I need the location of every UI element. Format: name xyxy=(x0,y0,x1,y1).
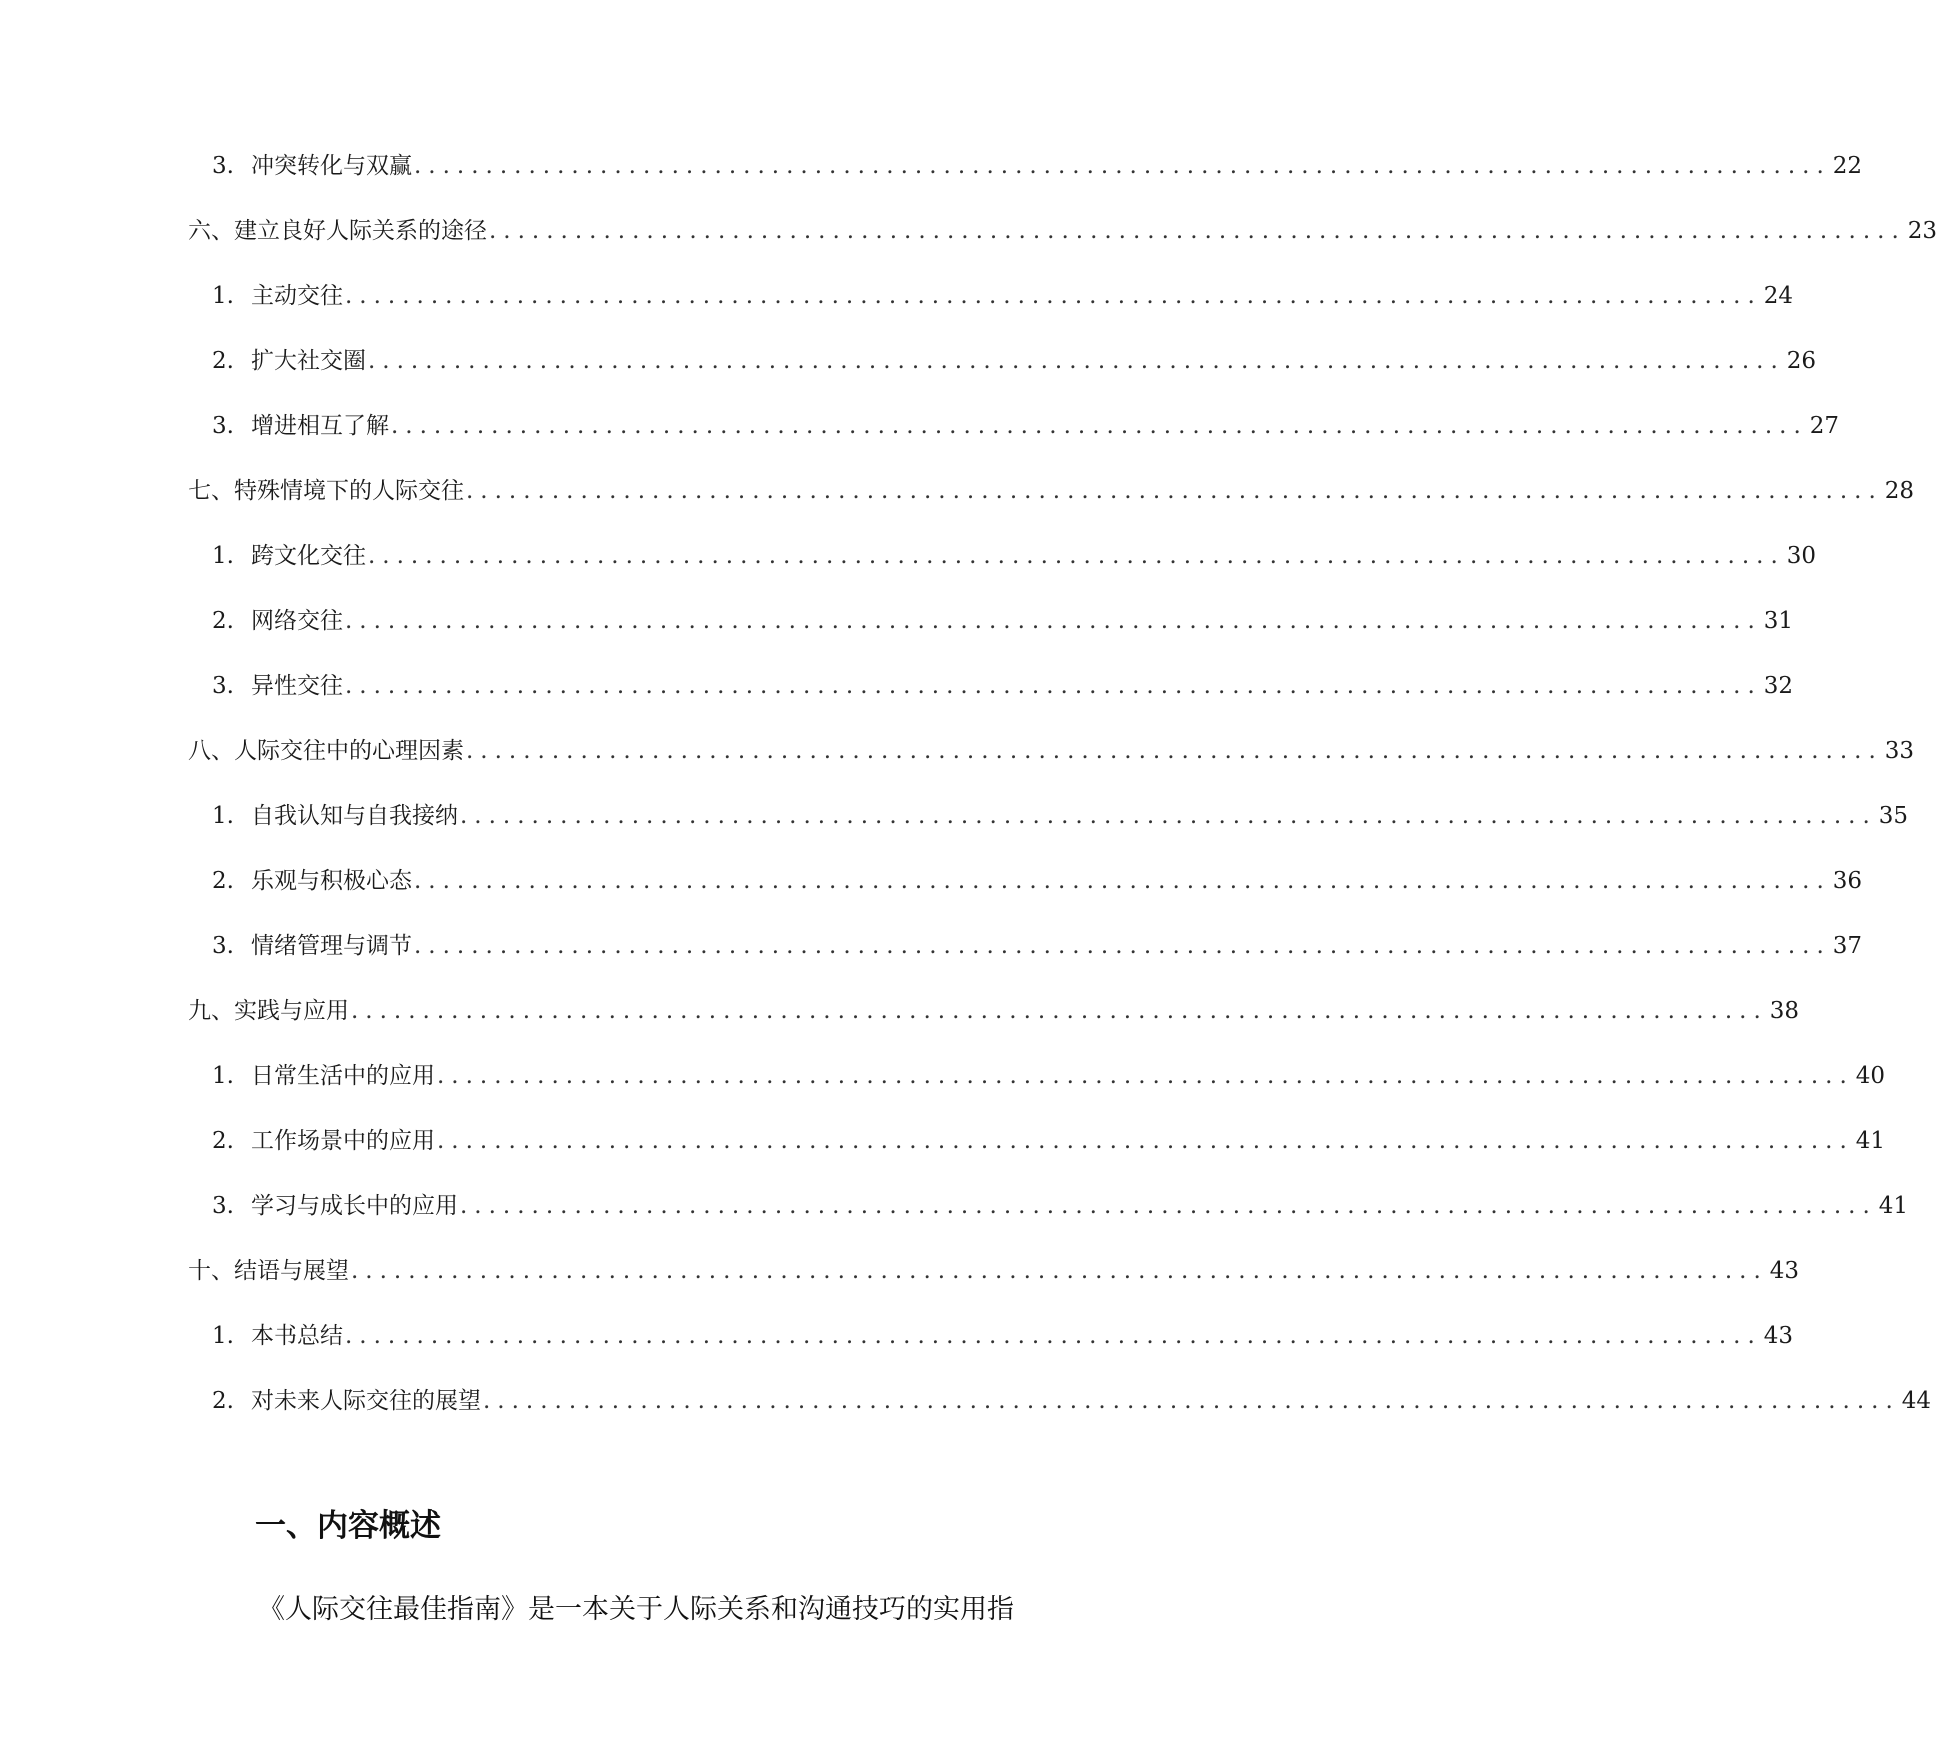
toc-entry-number: 3. xyxy=(212,933,234,959)
body-paragraph: 《人际交往最佳指南》是一本关于人际关系和沟通技巧的实用指 xyxy=(258,1594,1014,1625)
toc-page-number: 30 xyxy=(1786,543,1817,569)
toc-entry-number: 3. xyxy=(212,153,234,179)
toc-entry-number: 2. xyxy=(212,868,234,894)
toc-entry-title: 自我认知与自我接纳 xyxy=(251,803,458,829)
toc-dot-leader: ................................................................................................... xyxy=(489,218,1906,244)
toc-entry-number: 1. xyxy=(212,1063,234,1089)
toc-page-number: 43 xyxy=(1763,1323,1794,1349)
toc-chapter-entry[interactable] xyxy=(188,993,1800,1029)
toc-dot-leader: ................................................................................................... xyxy=(345,1323,1762,1349)
toc-entry-title: 主动交往 xyxy=(251,283,343,309)
toc-entry-title: 工作场景中的应用 xyxy=(251,1128,435,1154)
toc-dot-leader: ................................................................................................... xyxy=(345,673,1762,699)
toc-chapter-entry[interactable] xyxy=(188,473,1915,509)
toc-page-number: 41 xyxy=(1855,1128,1886,1154)
toc-entry-title: 网络交往 xyxy=(251,608,343,634)
toc-entry-number: 3. xyxy=(212,1193,234,1219)
toc-entry-number: 3. xyxy=(212,673,234,699)
toc-entry[interactable] xyxy=(212,1058,1886,1094)
toc-entry[interactable] xyxy=(212,798,1909,834)
toc-entry-number: 1. xyxy=(212,1323,234,1349)
toc-entry-title: 跨文化交往 xyxy=(251,543,366,569)
toc-dot-leader: ................................................................................................... xyxy=(466,478,1883,504)
toc-chapter-title: 八、人际交往中的心理因素 xyxy=(188,738,464,764)
toc-page-number: 26 xyxy=(1786,348,1817,374)
toc-entry-title: 日常生活中的应用 xyxy=(251,1063,435,1089)
toc-dot-leader: ................................................................................................... xyxy=(414,933,1831,959)
toc-dot-leader: ................................................................................................... xyxy=(437,1128,1854,1154)
toc-entry-title: 情绪管理与调节 xyxy=(251,933,412,959)
toc-entry[interactable] xyxy=(212,1123,1886,1159)
toc-page-number: 28 xyxy=(1884,478,1915,504)
toc-page-number: 44 xyxy=(1901,1388,1932,1414)
toc-dot-leader: ................................................................................................... xyxy=(460,803,1877,829)
toc-chapter-title: 九、实践与应用 xyxy=(188,998,349,1024)
toc-page-number: 23 xyxy=(1907,218,1937,244)
toc-page-number: 27 xyxy=(1809,413,1840,439)
toc-page-number: 40 xyxy=(1855,1063,1886,1089)
toc-entry[interactable] xyxy=(212,928,1863,964)
toc-page-number: 35 xyxy=(1878,803,1909,829)
toc-entry[interactable] xyxy=(212,538,1817,574)
toc-entry-title: 本书总结 xyxy=(251,1323,343,1349)
toc-entry[interactable] xyxy=(212,148,1863,184)
toc-chapter-entry[interactable] xyxy=(188,733,1915,769)
toc-entry-title: 异性交往 xyxy=(251,673,343,699)
toc-page-number: 31 xyxy=(1763,608,1794,634)
toc-page-number: 22 xyxy=(1832,153,1863,179)
toc-page-number: 37 xyxy=(1832,933,1863,959)
toc-entry-title: 增进相互了解 xyxy=(251,413,389,439)
toc-entry-title: 对未来人际交往的展望 xyxy=(251,1388,481,1414)
toc-entry[interactable] xyxy=(212,343,1817,379)
toc-page-number: 41 xyxy=(1878,1193,1909,1219)
toc-entry-number: 1. xyxy=(212,543,234,569)
toc-entry-number: 2. xyxy=(212,1128,234,1154)
toc-chapter-title: 十、结语与展望 xyxy=(188,1258,349,1284)
toc-entry-title: 冲突转化与双赢 xyxy=(251,153,412,179)
toc-page-number: 24 xyxy=(1763,283,1794,309)
toc-dot-leader: ................................................................................................... xyxy=(368,543,1785,569)
toc-entry-title: 扩大社交圈 xyxy=(251,348,366,374)
toc-entry[interactable] xyxy=(212,1383,1932,1419)
toc-chapter-title: 七、特殊情境下的人际交往 xyxy=(188,478,464,504)
toc-entry-number: 2. xyxy=(212,1388,234,1414)
toc-entry-number: 3. xyxy=(212,413,234,439)
toc-page-number: 43 xyxy=(1769,1258,1800,1284)
section-heading: 一、内容概述 xyxy=(255,1507,441,1544)
toc-dot-leader: ................................................................................................... xyxy=(414,153,1831,179)
toc-entry-title: 学习与成长中的应用 xyxy=(251,1193,458,1219)
toc-dot-leader: ................................................................................................... xyxy=(391,413,1808,439)
toc-dot-leader: ................................................................................................... xyxy=(466,738,1883,764)
toc-dot-leader: ................................................................................................... xyxy=(414,868,1831,894)
toc-dot-leader: ................................................................................................... xyxy=(483,1388,1900,1414)
toc-dot-leader: ................................................................................................... xyxy=(351,998,1768,1024)
toc-dot-leader: ................................................................................................... xyxy=(345,608,1762,634)
toc-entry-number: 1. xyxy=(212,803,234,829)
toc-dot-leader: ................................................................................................... xyxy=(460,1193,1877,1219)
toc-dot-leader: ................................................................................................... xyxy=(345,283,1762,309)
toc-dot-leader: ................................................................................................... xyxy=(368,348,1785,374)
toc-entry-number: 2. xyxy=(212,608,234,634)
toc-dot-leader: ................................................................................................... xyxy=(351,1258,1768,1284)
toc-entry[interactable] xyxy=(212,1318,1794,1354)
toc-entry[interactable] xyxy=(212,1188,1909,1224)
toc-chapter-entry[interactable] xyxy=(188,213,1937,249)
toc-chapter-entry[interactable] xyxy=(188,1253,1800,1289)
toc-entry[interactable] xyxy=(212,668,1794,704)
toc-entry[interactable] xyxy=(212,603,1794,639)
toc-chapter-title: 六、建立良好人际关系的途径 xyxy=(188,218,487,244)
toc-entry[interactable] xyxy=(212,863,1863,899)
toc-dot-leader: ................................................................................................... xyxy=(437,1063,1854,1089)
toc-page-number: 36 xyxy=(1832,868,1863,894)
toc-entry[interactable] xyxy=(212,278,1794,314)
toc-page-number: 33 xyxy=(1884,738,1915,764)
toc-page-number: 38 xyxy=(1769,998,1800,1024)
toc-entry-number: 1. xyxy=(212,283,234,309)
toc-entry[interactable] xyxy=(212,408,1840,444)
toc-page-number: 32 xyxy=(1763,673,1794,699)
toc-entry-title: 乐观与积极心态 xyxy=(251,868,412,894)
toc-entry-number: 2. xyxy=(212,348,234,374)
